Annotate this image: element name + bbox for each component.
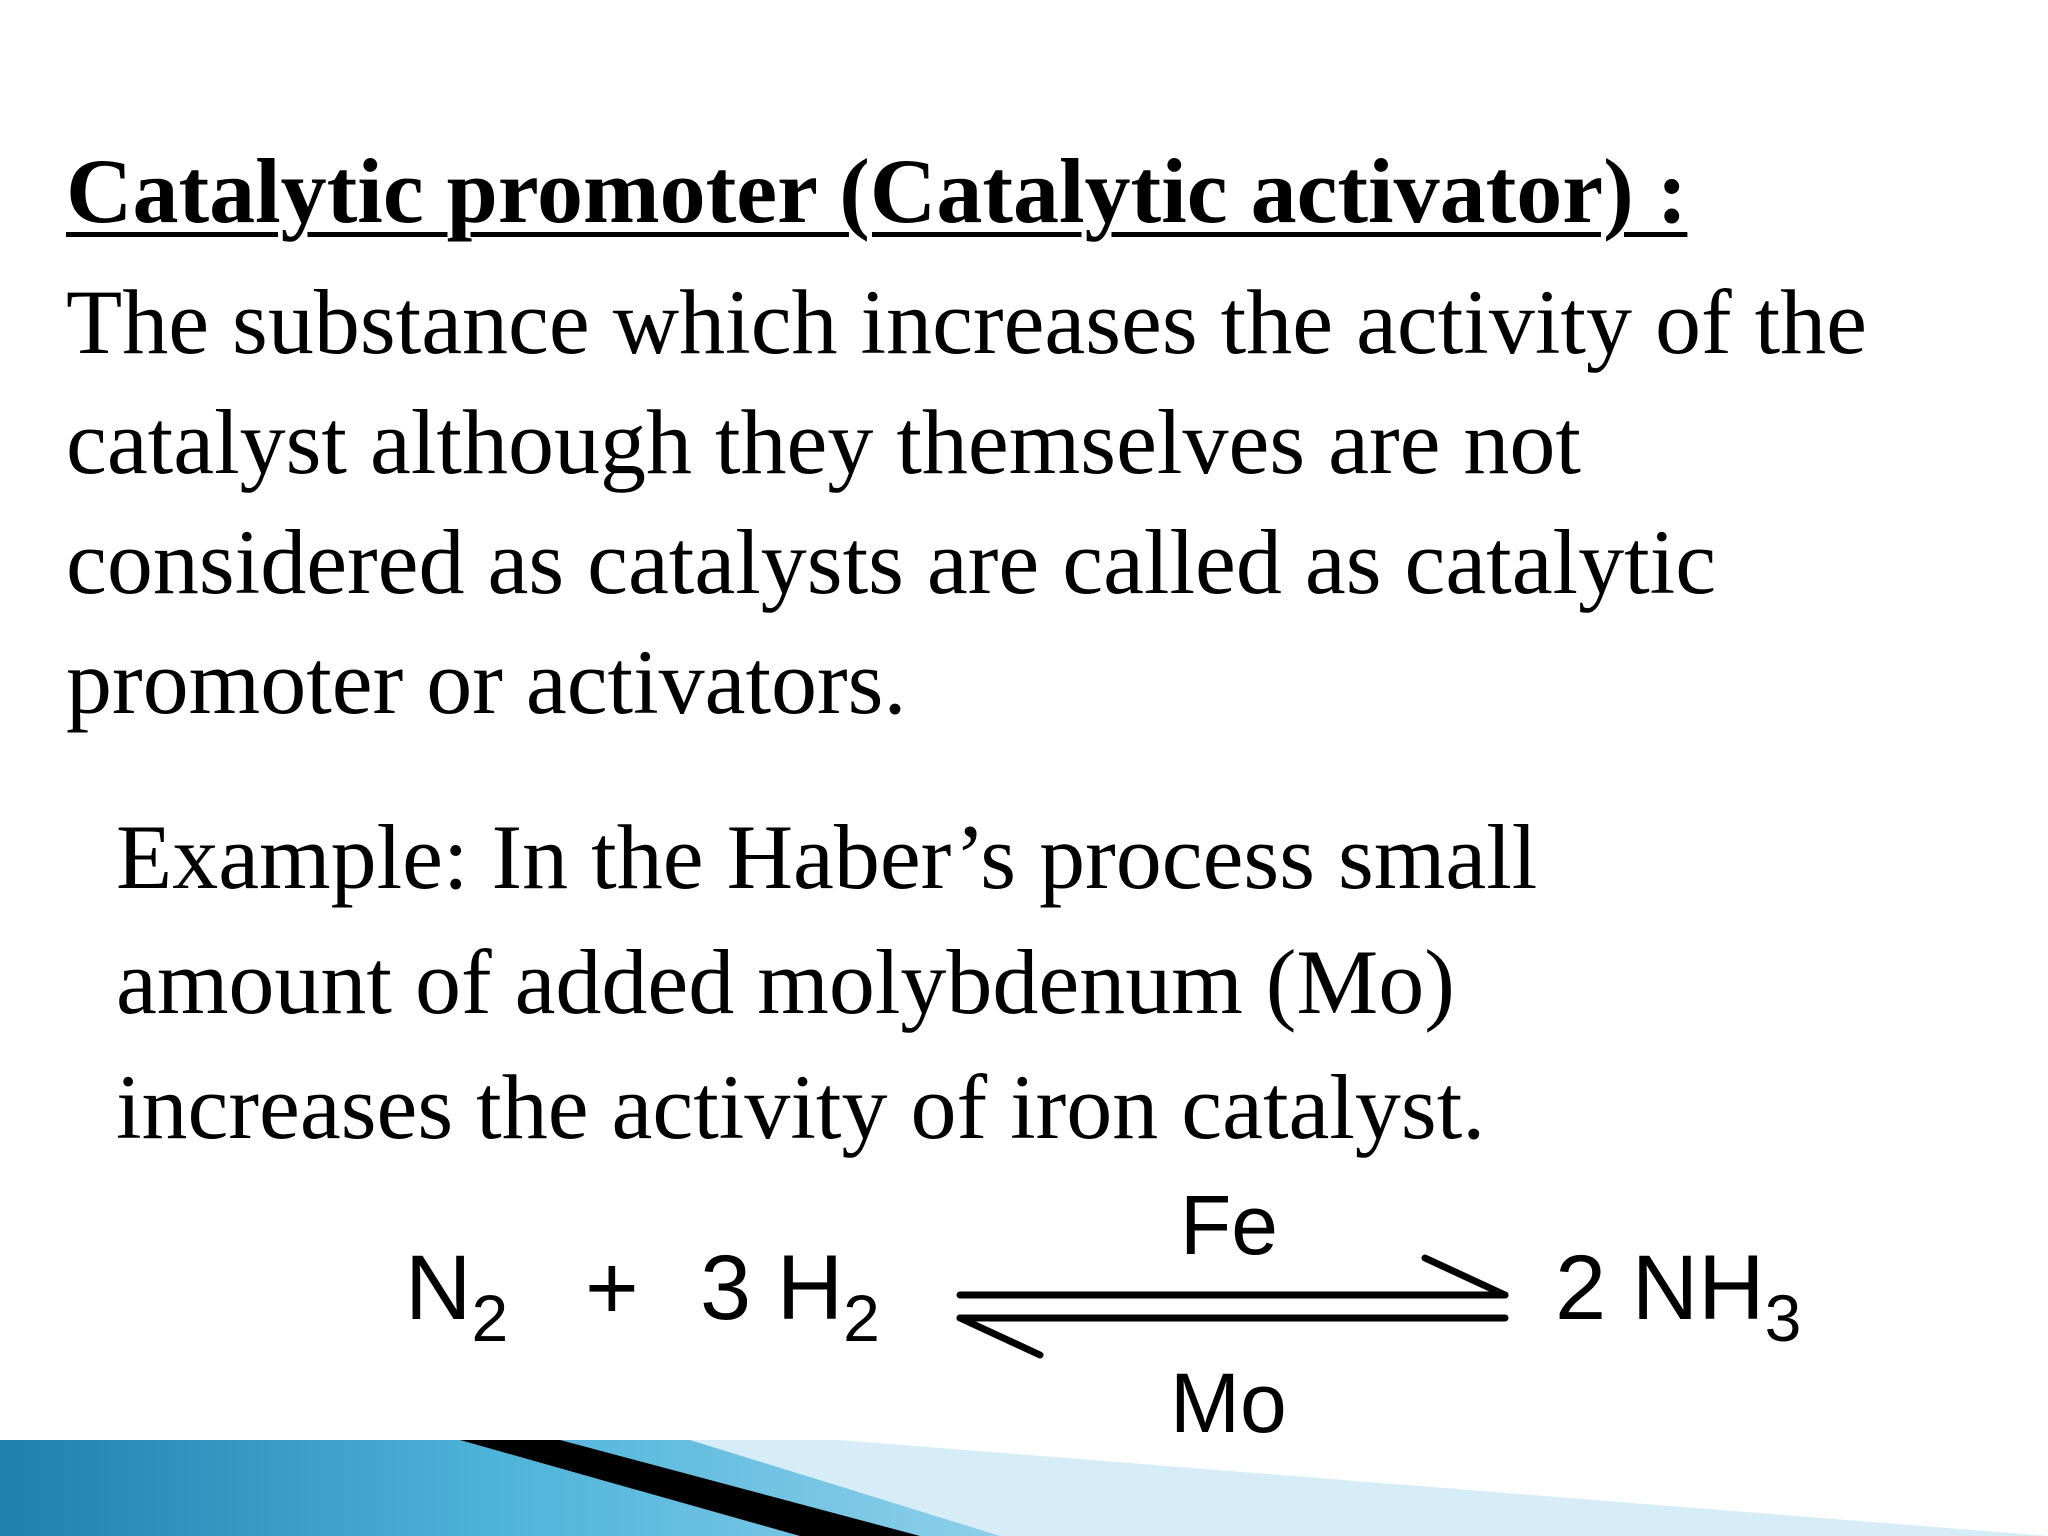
definition-line: considered as catalysts are called as catalytic <box>66 511 1717 613</box>
reactant-nitrogen: $N_2$ <box>405 1237 509 1355</box>
haber-equation <box>0 1170 2048 1470</box>
example-line: amount of added molybdenum (Mo) <box>116 931 1455 1033</box>
definition-line: promoter or activators. <box>66 631 907 733</box>
example-line: Example: In the Haber’s process small <box>116 806 1538 908</box>
product-ammonia: 2 $NH_3$ <box>1555 1237 1802 1355</box>
definition-paragraph <box>66 262 2048 742</box>
example-paragraph <box>116 795 1537 1170</box>
plus-sign: + <box>585 1237 639 1339</box>
footer-decoration <box>0 1440 2048 1536</box>
definition-line: catalyst although they themselves are not <box>66 391 1581 493</box>
slide-heading: Catalytic promoter (Catalytic activator) : <box>66 140 1688 242</box>
definition-line: The substance which increases the activity of the <box>66 271 1868 373</box>
reactant-hydrogen: 3 $H_2$ <box>700 1237 880 1355</box>
catalyst-label-fe: Fe <box>1180 1178 1279 1272</box>
catalyst-label-mo: Mo <box>1170 1356 1287 1450</box>
example-line: increases the activity of iron catalyst. <box>116 1056 1486 1158</box>
equilibrium-arrow-icon <box>945 1250 1525 1370</box>
